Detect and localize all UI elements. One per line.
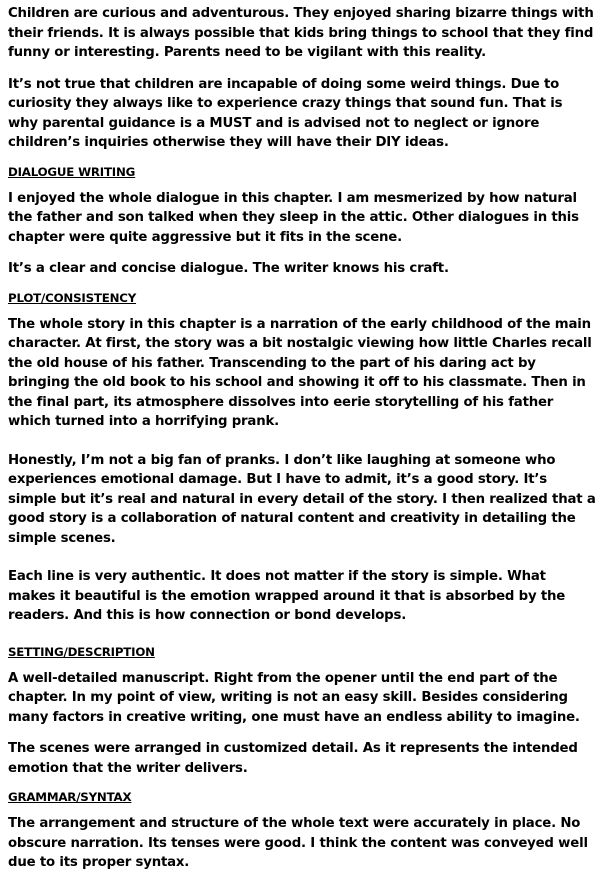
grammar-paragraph-1: The arrangement and structure of the whole text were accurately in place. No obscure narration. Its tenses were good. I think the content was conveyed well due to its proper syntax. bbox=[8, 816, 588, 870]
plot-paragraph-1: The whole story in this chapter is a narration of the early childhood of the main character. At first, the story was a bit nostalgic viewing how little Charles recall the old house of his father. Transcending to the part of his daring act by bringing the old book to his school and showing it off to his classmate. Then in the final part, its atmosphere dissolves into eerie storytelling of his father which turned into a horrifying prank. bbox=[8, 316, 592, 429]
plot-paragraph-2: Honestly, I’m not a big fan of pranks. I don’t like laughing at someone who experiences emotional damage. But I have to admit, it’s a good story. It’s simple but it’s real and natural in every detail of the story. I then realized that a good story is a collaboration of natural content and creativity in detailing the simple scenes. bbox=[8, 452, 596, 546]
plot-paragraph-3: Each line is very authentic. It does not matter if the story is simple. What makes it beautiful is the emotion wrapped around it that is absorbed by the readers. And this is how connection or bond develops. bbox=[8, 569, 566, 623]
setting-paragraph-1: A well-detailed manuscript. Right from the opener until the end part of the chapter. In my point of view, writing is not an easy skill. Besides considering many factors in creative writing, one must have an endless ability to imagine. bbox=[8, 670, 580, 725]
intro-paragraph-2: It’s not true that children are incapable of doing some weird things. Due to curiosity they always like to experience crazy things that sound fun. That is why parental guidance is a MUST and is advised not to neglect or ignore children’s inquiries otherwise they will have their DIY ideas. bbox=[8, 76, 563, 150]
dialogue-heading: DIALOGUE WRITING bbox=[8, 164, 136, 179]
intro-section bbox=[8, 4, 596, 153]
setting-paragraph-2: The scenes were arranged in customized detail. As it represents the intended emotion that the writer delivers. bbox=[8, 741, 578, 776]
setting-section bbox=[8, 645, 596, 779]
review-document bbox=[8, 4, 596, 885]
plot-heading: PLOT/CONSISTENCY bbox=[8, 290, 137, 305]
grammar-heading: GRAMMAR/SYNTAX bbox=[8, 790, 132, 804]
plot-section bbox=[8, 291, 596, 626]
dialogue-section bbox=[8, 165, 596, 279]
intro-paragraph-1: Children are curious and adventurous. They enjoyed sharing bizarre things with their friends. It is always possible that kids bring things to school that they find funny or interesting. Parents need to be vigilant with this reality. bbox=[8, 6, 594, 60]
dialogue-paragraph-2: It’s a clear and concise dialogue. The writer knows his craft. bbox=[8, 261, 449, 276]
grammar-section bbox=[8, 790, 596, 873]
dialogue-paragraph-1: I enjoyed the whole dialogue in this chapter. I am mesmerized by how natural the father and son talked when they sleep in the attic. Other dialogues in this chapter were quite aggressive but it fits in the scene. bbox=[8, 190, 579, 245]
setting-heading: SETTING/DESCRIPTION bbox=[8, 644, 155, 659]
